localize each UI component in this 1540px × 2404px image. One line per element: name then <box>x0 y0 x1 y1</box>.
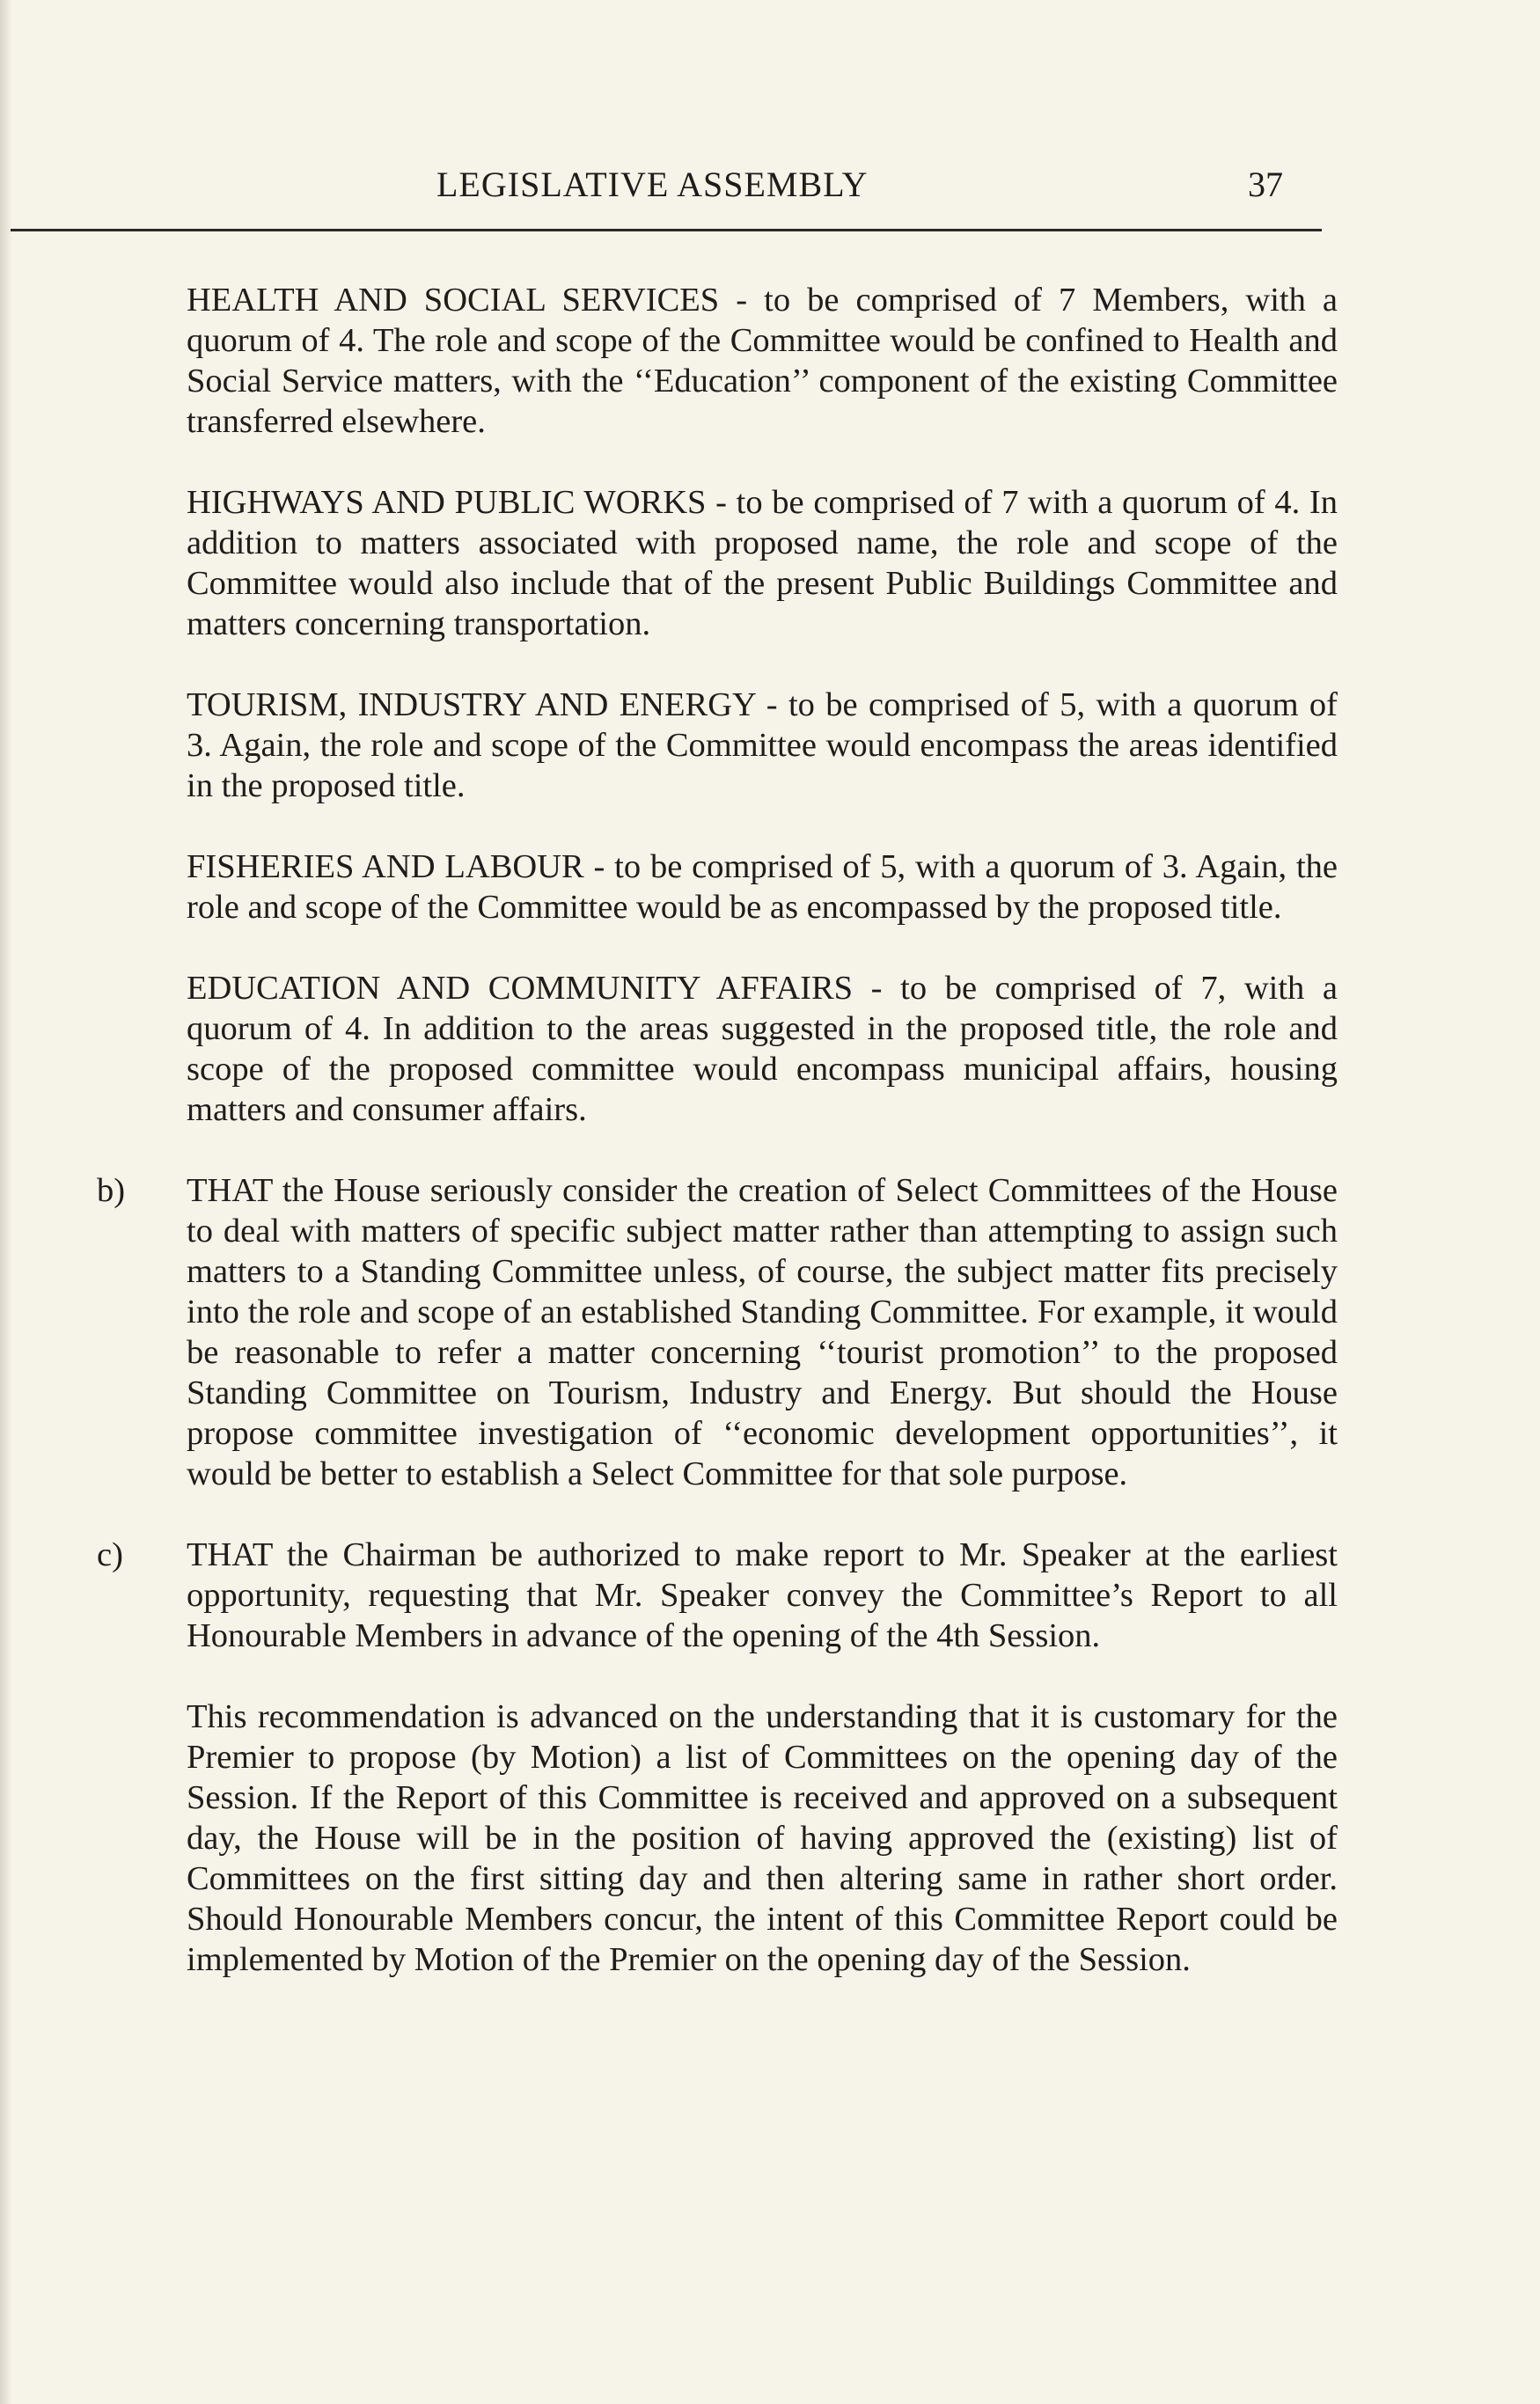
recommendation-item-c <box>97 1535 1338 1656</box>
page-body <box>97 280 1338 1980</box>
committee-education-community-affairs: EDUCATION AND COMMUNITY AFFAIRS - to be comprised of 7, with a quorum of 4. In addition to the areas suggested in the proposed title, the role and scope of the proposed committee would encompass municipal affairs, housing matters and consumer affairs. <box>187 970 1338 1128</box>
closing-paragraph: This recommendation is advanced on the understanding that it is customary for the Premier to propose (by Motion) a list of Committees on the opening day of the Session. If the Report of this Committee is received and approved on a subsequent day, the House will be in the position of having approved the (existing) list of Committees on the first sitting day and then altering same in rather short order. Should Honourable Members concur, the intent of this Committee Report could be implemented by Motion of the Premier on the opening day of the Session. <box>187 1698 1338 1978</box>
running-head-title: LEGISLATIVE ASSEMBLY <box>436 165 869 204</box>
page-edge-shadow <box>0 0 12 2404</box>
page-number: 37 <box>1248 165 1283 204</box>
recommendation-item-b <box>97 1170 1338 1494</box>
running-head <box>0 164 1540 216</box>
header-rule <box>11 229 1322 231</box>
item-marker: c) <box>97 1536 123 1573</box>
item-marker: b) <box>97 1172 126 1209</box>
committee-fisheries-labour: FISHERIES AND LABOUR - to be comprised of 5, with a quorum of 3. Again, the role and scope of the Committee would be as encompassed by the proposed title. <box>187 848 1338 926</box>
committee-tourism-industry-energy: TOURISM, INDUSTRY AND ENERGY - to be comprised of 5, with a quorum of 3. Again, the role and scope of the Committee would encompass the areas identified in the proposed title. <box>187 686 1338 804</box>
item-text: THAT the Chairman be authorized to make report to Mr. Speaker at the earliest opportunity, requesting that Mr. Speaker convey the Committee’s Report to all Honourable Members in advance of the opening of the 4th Session. <box>187 1536 1338 1654</box>
committee-highways-public-works: HIGHWAYS AND PUBLIC WORKS - to be comprised of 7 with a quorum of 4. In addition to matters associated with proposed name, the role and scope of the Committee would also include that of the present Public Buildings Committee and matters concerning transportation. <box>187 484 1338 642</box>
committee-health-social-services: HEALTH AND SOCIAL SERVICES - to be comprised of 7 Members, with a quorum of 4. The role and scope of the Committee would be confined to Health and Social Service matters, with the ‘‘Education’’ component of the existing Committee transferred elsewhere. <box>187 282 1338 440</box>
item-text: THAT the House seriously consider the creation of Select Committees of the House to deal with matters of specific subject matter rather than attempting to assign such matters to a Standing Committee unless, of course, the subject matter fits precisely into the role and scope of an established Standing Committee. For example, it would be reasonable to refer a matter concerning ‘‘tourist promotion’’ to the proposed Standing Committee on Tourism, Industry and Energy. But should the House propose committee investigation of ‘‘economic development opportunities’’, it would be better to establish a Select Committee for that sole purpose. <box>187 1172 1338 1492</box>
